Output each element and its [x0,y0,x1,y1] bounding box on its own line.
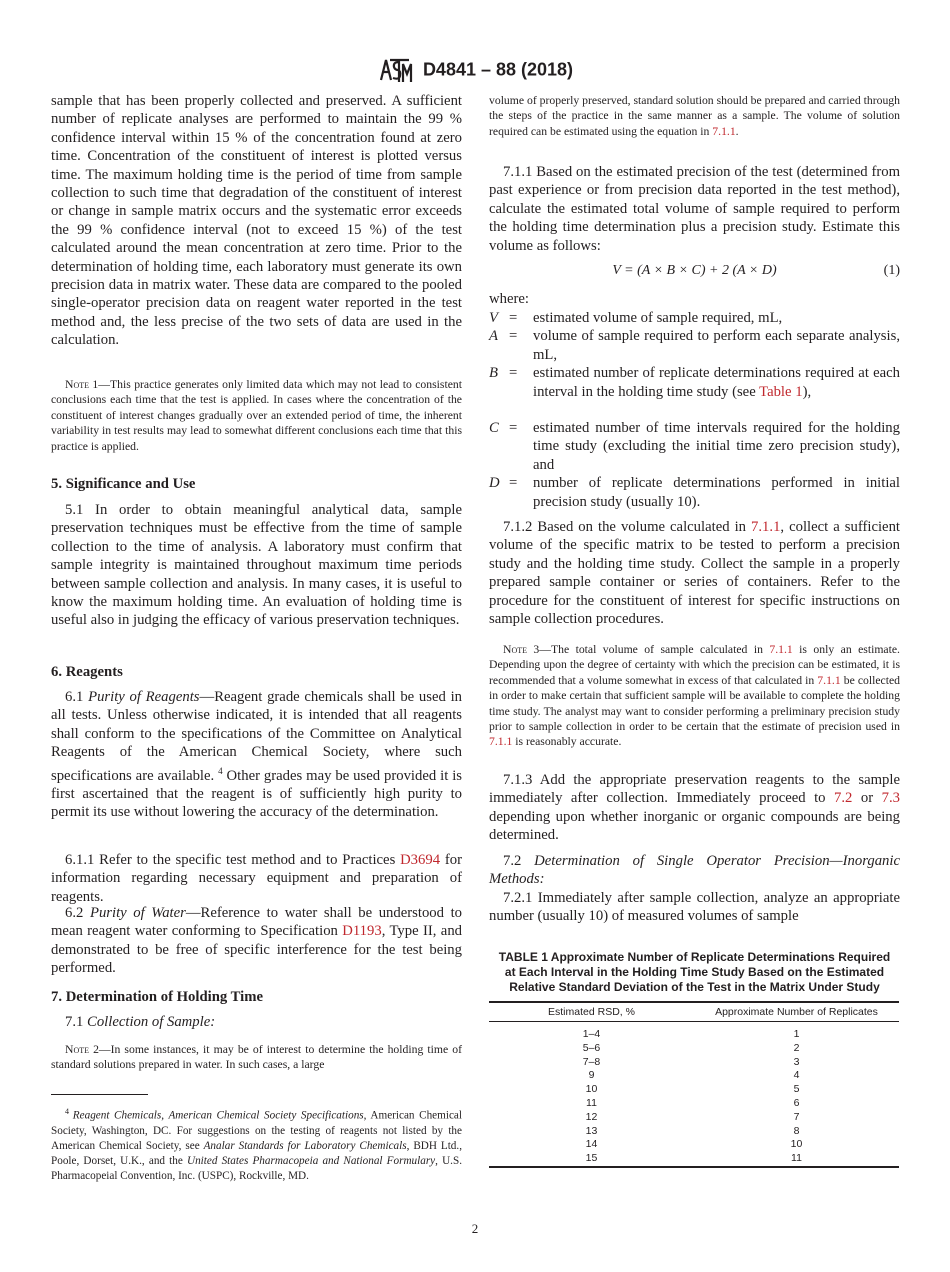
rsd-cell: 11 [586,1096,597,1109]
text: —Reagent grade chemicals shall be used in all tests. Unless otherwise indicated, it is intended that all reagents shall conform to the specifications of the Committee on Analytical Reagents of the American Chemical Society, where such specifications are available. [51,689,462,784]
text: estimated number of replicate determinations required at each interval in the holding time study (see [533,365,900,400]
link-d1193[interactable]: D1193 [342,923,382,940]
text: , American Chemical Society, Washington, DC. For suggestions on the testing of reagents not listed by the American Chemical Society, see [51,1109,462,1152]
text: 7.1.2 Based on the volume calculated in [503,519,752,535]
rsd-cell: 9 [588,1069,595,1082]
text: 6.2 [65,905,90,921]
symbol: D [489,475,500,492]
table-row [489,1111,899,1125]
footnote-number: 4 [65,1107,73,1116]
note-label: Note 2 [65,1043,99,1056]
table-row [489,1138,899,1152]
italic-title: Analar Standards for Laboratory Chemicals [203,1139,407,1152]
intro-paragraph: sample that has been properly collected and preserved. A sufficient number of replicate analyses are performed to maintain the 99 % confidence interval within 15 % of the concentration found at zero time. Concentration of the constituent of interest is plotted versus time. The maximum holding time is the period of time from sample collection to such time that degradation of the constituent of interest or change in sample matrix occurs and the systematic error exceeds the 99 % confidence interval (not to exceed 15 %) of the test calculated around the mean concentration at zero time. Prior to the determination of holding time, each laboratory must generate its own precision data in matrix water. These data are compared to the pooled single-operator precision data on reagent water reported in the test method and, the less precise of the two sets of data are used in the calculation. [51,93,462,349]
page-number: 2 [471,1221,479,1236]
replicates-cell: 5 [793,1083,800,1096]
link-table-1[interactable]: Table 1 [759,383,803,400]
table-header-row [489,1002,899,1022]
rsd-cell: 12 [585,1110,598,1123]
text: 7.1 [65,1014,88,1030]
equation-text: V = (A × B × C) + 2 (A × D) [612,263,777,278]
note-label: Note 1 [65,378,99,391]
note-text: —This practice generates only limited data which may not lead to consistent conclusions each time that the test is applied. In cases where the concentration of the constituent of interest changes gradually over an extended period of time, the inherent variability in test results may lead to somewhat different conclusions each time that this practice is applied. [51,378,462,453]
section-7-heading: 7. Determination of Holding Time [51,989,264,1005]
link-7-1-1[interactable]: 7.1.1 [489,735,513,749]
text: Other grades may be used provided it is first ascertained that the reagent is of sufficiently high purity to permit its use without lowering the accuracy of the determination. [51,767,463,821]
text: or [852,790,882,807]
text: —Reference to water shall be understood to mean reagent water conforming to Specification [51,905,463,940]
paragraph-6-1-1 [51,851,462,906]
definition-d: D = number of replicate determinations performed in initial precision study (usually 10). [489,475,900,510]
replicates-table [489,1001,899,1168]
italic-title: Determination of Single Operator Precision—Inorganic Methods: [489,853,900,888]
replicates-cell: 4 [793,1069,800,1082]
column-header: Estimated RSD, % [548,1006,635,1018]
paragraph-5-1: 5.1 In order to obtain meaningful analytical data, sample preservation techniques must be effective from the time of sample collection to the time of analysis. A laboratory must confirm that sample integrity is maintained throughout maximum time periods between sample collection and analysis. In many cases, it is useful to know the maximum holding time. An evaluation of holding time is useful also in judging the efficacy of various preservation techniques. [51,502,462,629]
italic-title: Reagent Chemicals, American Chemical Society Specifications [72,1109,364,1122]
link-7-1-1[interactable]: 7.1.1 [817,673,841,687]
rsd-cell: 10 [585,1083,598,1096]
text: be collected in order to make certain that sufficient sample will be available to complete the holding time study. The analyst may want to consider performing a preliminary precision study prior to sample collection in order to be certain that the estimate of precision used in [489,673,900,734]
replicates-cell: 10 [790,1138,803,1151]
table-1 [489,950,900,1168]
symbol: C [489,420,499,437]
note-2 [51,1042,462,1073]
symbol: V [489,310,498,326]
footnote-ref[interactable]: 4 [218,765,223,776]
note-label: Note 3 [503,643,540,656]
text: , Type II, and demonstrated to be free of specific interference for the test being performed. [51,923,463,977]
definition-text: estimated number of time intervals required for the holding time study (excluding the initial time zero precision study), and [533,420,900,473]
table-row [489,1152,899,1167]
section-6-heading: 6. Reagents [51,664,123,680]
equation-number: (1) [883,263,900,278]
definition-text [533,364,900,401]
rsd-cell: 13 [585,1124,598,1137]
text: 6.1 [65,689,89,705]
symbol: B [489,365,498,382]
text: , collect a sufficient volume of the specific matrix to be tested to perform a precision study and the holding time study. Collect the sample in a properly prepared sample container or series of containers. Refer to the procedure for the constituent of interest for specific instructions on sample collection procedures. [489,519,900,628]
rsd-cell: 1–4 [582,1028,601,1040]
link-7-1-1[interactable]: 7.1.1 [712,124,736,138]
replicates-cell: 1 [793,1028,800,1040]
replicates-cell: 8 [793,1124,800,1137]
definition-a: A = volume of sample required to perform each separate analysis, mL, [489,328,900,363]
table-row [489,1022,899,1042]
section-5-heading: 5. Significance and Use [51,476,196,492]
note-1 [51,377,462,454]
where-label: where: [489,291,529,307]
link-7-1-1[interactable]: 7.1.1 [751,519,781,535]
text: 7.2 [503,853,535,869]
table-row [489,1097,899,1111]
rsd-cell: 14 [585,1138,598,1151]
table-row [489,1042,899,1056]
note-3 [489,642,900,750]
page-header [0,56,950,84]
footnote-4 [51,1104,462,1184]
rsd-cell: 5–6 [582,1041,601,1054]
text: . [735,124,739,138]
text: 6.1.1 Refer to the specific test method and to Practices [65,852,401,868]
footnote-divider [51,1094,148,1095]
paragraph-6-1 [51,688,462,822]
definition-b: B = estimated number of replicate determinations required at each interval in the holding time study (see Table 1), [489,365,900,400]
definition-text: volume of sample required to perform each separate analysis, mL, [533,328,900,363]
text: for information regarding necessary equipment and preparation of reagents. [51,852,462,905]
link-7-2[interactable]: 7.2 [834,790,853,807]
text: is only an estimate. Depending upon the degree of certainty with which the precision can be estimated, it is recommended that a volume somewhat in excess of that calculated in [489,643,900,687]
column-header: Approximate Number of Replicates [715,1006,878,1018]
replicates-cell: 6 [793,1096,800,1109]
replicates-cell: 2 [793,1041,800,1054]
note-2-continued [489,93,900,139]
astm-logo-icon [377,56,413,84]
variable-definitions [489,309,900,511]
text: 7.1.3 Add the appropriate preservation reagents to the sample immediately after collection. Immediately proceed to [489,772,900,807]
paragraph-7-1 [51,1013,462,1031]
equation-1 [489,263,900,279]
rsd-cell: 15 [585,1152,598,1165]
table-row [489,1125,899,1139]
replicates-cell: 7 [793,1110,800,1123]
link-7-1-1[interactable]: 7.1.1 [769,643,793,656]
paragraph-6-2 [51,904,462,978]
definition-text: estimated volume of sample required, mL, [533,310,783,326]
italic-title: Collection of Sample: [87,1014,216,1030]
table-row [489,1083,899,1097]
definition-v: V = estimated volume of sample required, mL, [489,309,900,327]
text: ), [802,383,812,400]
paragraph-7-1-1: 7.1.1 Based on the estimated precision of the test (determined from past experience or from precision data reported in the test method), calculate the estimated total volume of sample required to perform the holding time determination plus a precision study. Estimate this volume as follows: [489,164,900,254]
italic-title: United States Pharmacopeia and National Formulary [186,1154,436,1167]
paragraph-7-2 [489,852,900,889]
text: volume of properly preserved, standard solution should be prepared and carried through the steps of the practice in the same manner as a sample. The volume of solution required can be estimated using the equation in [489,94,900,138]
definition-text: number of replicate determinations performed in initial precision study (usually 10). [533,475,900,510]
link-7-3[interactable]: 7.3 [881,790,900,807]
italic-title: Purity of Reagents [88,689,200,705]
symbol: A [489,328,498,345]
rsd-cell: 7–8 [582,1055,601,1068]
replicates-cell: 11 [791,1152,802,1165]
text: is reasonably accurate. [512,735,622,749]
paragraph-7-2-1: 7.2.1 Immediately after sample collection, analyze an appropriate number (usually 10) of measured volumes of sample [489,890,900,925]
italic-title: Purity of Water [89,905,186,921]
paragraph-7-1-2 [489,518,900,628]
text: , BDH Ltd., Poole, Dorset, U.K., and the [51,1139,462,1167]
text: —The total volume of sample calculated in [539,643,770,656]
table-caption: TABLE 1 Approximate Number of Replicate Determinations Required at Each Interval in the Holding Time Study Based on the Estimated Relative Standard Deviation of the Test in the Matrix Under Study [498,950,891,994]
paragraph-7-1-3 [489,771,900,845]
table-row [489,1056,899,1070]
text: depending upon whether inorganic or organic compounds are being determined. [489,808,900,844]
replicates-cell: 3 [793,1055,800,1068]
note-text: —In some instances, it may be of interest to determine the holding time of standard solutions prepared in water. In such cases, a large [51,1043,462,1072]
document-designation: D4841 – 88 (2018) [422,59,574,80]
table-row [489,1069,899,1083]
text: , U.S. Pharmacopeial Convention, Inc. (USPC), Rockville, MD. [51,1154,462,1182]
link-d3694[interactable]: D3694 [400,852,441,868]
definition-c: C = estimated number of time intervals required for the holding time study (excluding the initial time zero precision study), and [489,420,900,473]
